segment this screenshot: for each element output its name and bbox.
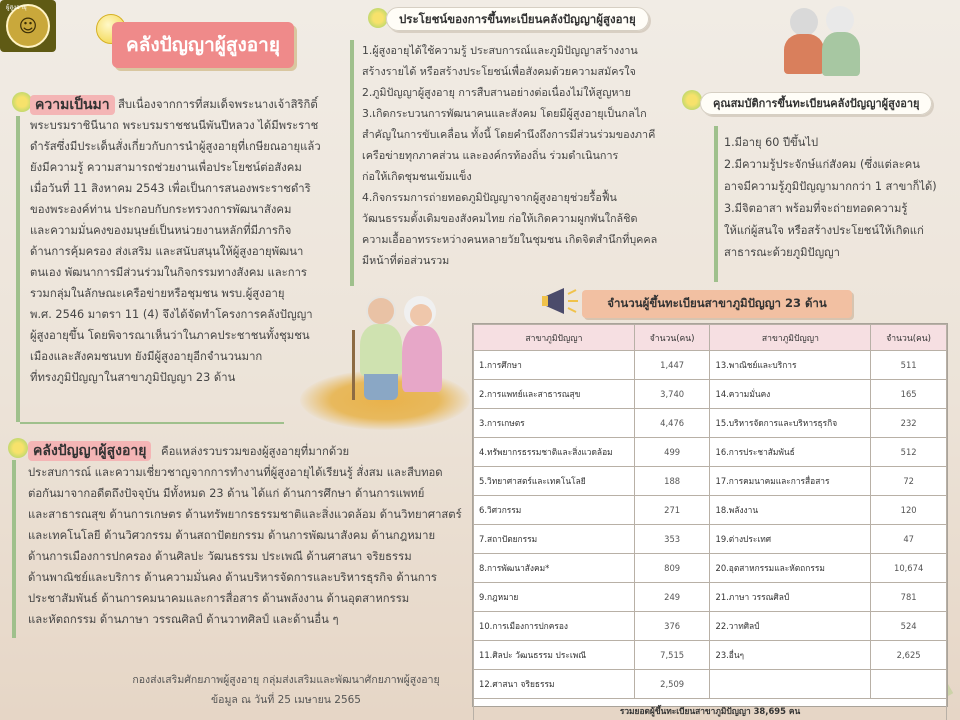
qualifications-line: 2.มีความรู้ประจักษ์แก่สังคม (ซึ่งแต่ละคน: [724, 158, 920, 171]
qualifications-line: ให้แก่ผู้สนใจ หรือสร้างประโยชน์ให้เกิดแก่: [724, 224, 924, 237]
definition-line: และสาธารณสุข ด้านการเกษตร ด้านทรัพยากรธรรมชาติและสิ่งแวดล้อม ด้านวิทยาศาสตร์: [28, 508, 462, 521]
branch-name: 14.ความมั่นคง: [710, 380, 871, 409]
table-row: [474, 583, 947, 612]
table-header-row: [474, 325, 947, 351]
branch-count: 809: [634, 554, 710, 583]
divider: [350, 40, 354, 286]
branch-name: 9.กฎหมาย: [474, 583, 635, 612]
branch-name: 7.สถาปัตยกรรม: [474, 525, 635, 554]
definition-line: ด้านการเมืองการปกครอง ด้านศิลปะ วัฒนธรรม ประเพณี ด้านศาสนา จริยธรรม: [28, 550, 412, 563]
branch-name: 13.พาณิชย์และบริการ: [710, 351, 871, 380]
branch-name: 6.วิศวกรรม: [474, 496, 635, 525]
benefits-header: [386, 8, 649, 29]
column-header-branch: สาขาภูมิปัญญา: [710, 325, 871, 351]
flower-icon: [8, 438, 28, 458]
benefits-line: มีหน้าที่ต่อส่วนรวม: [362, 254, 450, 267]
definition-line: และเทคโนโลยี ด้านวิศวกรรม ด้านสถาปัตยกรรม ด้านการพัฒนาสังคม ด้านกฎหมาย: [28, 529, 436, 542]
branch-count: 188: [634, 467, 710, 496]
benefits-line: 4.กิจกรรมการถ่ายทอดภูมิปัญญาจากผู้สูงอายุช่วยรื้อฟื้น: [362, 191, 617, 204]
elderly-man-legs: [364, 374, 398, 400]
footer-organization: กองส่งเสริมศักยภาพผู้สูงอายุ กลุ่มส่งเสริมและพัฒนาศักยภาพผู้สูงอายุ: [132, 674, 440, 686]
elderly-man-body: [360, 324, 402, 376]
branch-count: 376: [634, 612, 710, 641]
benefits-line: 3.เกิดกระบวนการพัฒนาคนและสังคม โดยมีผู้สูงอายุเป็นกลไก: [362, 107, 647, 120]
branch-count: 72: [871, 467, 947, 496]
branch-count: 47: [871, 525, 947, 554]
walking-cane: [352, 330, 355, 400]
table-row: [474, 525, 947, 554]
flower-icon: [12, 92, 32, 112]
column-header-count: จำนวน(คน): [871, 325, 947, 351]
elderly-woman-head: [410, 304, 432, 326]
branch-count: 499: [634, 438, 710, 467]
importance-line: พระบรมราชินีนาถ พระบรมราชชนนีพันปีหลวง ได้มีพระราช: [30, 119, 319, 132]
branch-count: 232: [871, 409, 947, 438]
table-row: [474, 612, 947, 641]
benefits-line: ก่อให้เกิดชุมชนเข้มแข็ง: [362, 170, 472, 183]
importance-line: ดำรัสซึ่งมีประเด็นสั่งเกี่ยวกับการนำผู้สูงอายุที่เกษียณอายุแล้ว: [30, 140, 321, 153]
branch-count: 2,509: [634, 670, 710, 699]
benefits-line: เครือข่ายทุกภาคส่วน และองค์กรท้องถิ่น ร่วมดำเนินการ: [362, 149, 619, 162]
branch-name: 10.การเมืองการปกครอง: [474, 612, 635, 641]
logo-text: ผู้สูงอายุ: [6, 4, 27, 11]
importance-line: เมื่อวันที่ 11 สิงหาคม 2543 เพื่อเป็นการสนองพระราชดำริ: [30, 182, 311, 195]
branch-count: 165: [871, 380, 947, 409]
table-row: [474, 409, 947, 438]
branch-name: 22.วาทศิลป์: [710, 612, 871, 641]
importance-line: ด้านการคุ้มครอง ส่งเสริม และสนับสนุนให้ผู้สูงอายุพัฒนา: [30, 245, 304, 258]
importance-line: ผู้สูงอายุขึ้น โดยพิจารณาเห็นว่าในภาคประชาชนทั้งชุมชน: [30, 329, 310, 342]
footer-date: ข้อมูล ณ วันที่ 25 เมษายน 2565: [210, 694, 361, 706]
table-row: [474, 438, 947, 467]
benefits-line: 2.ภูมิปัญญาผู้สูงอายุ การสืบสานอย่างต่อเนื่องไม่ให้สูญหาย: [362, 86, 631, 99]
qualifications-text: [724, 132, 950, 264]
importance-line: รวมกลุ่มในลักษณะเครือข่ายหรือชุมชน พรบ.ผู้สูงอายุ: [30, 287, 285, 300]
importance-line: ที่ทรงภูมิปัญญาในสาขาภูมิปัญญา 23 ด้าน: [30, 371, 236, 384]
benefits-line: ความเอื้ออาทรระหว่างคนหลายวัยในชุมชน เกิดจิตสำนึกที่บุคคล: [362, 233, 658, 246]
importance-line: ยังมีความรู้ ความสามารถช่วยงานเพื่อประโยชน์ต่อสังคม: [30, 161, 302, 174]
branch-name: 4.ทรัพยากรธรรมชาติและสิ่งแวดล้อม: [474, 438, 635, 467]
footer: [96, 670, 476, 710]
importance-line: ตนเอง พัฒนาการมีส่วนร่วมในกิจกรรมทางสังคม และการ: [30, 266, 307, 279]
branch-name: 5.วิทยาศาสตร์และเทคโนโลยี: [474, 467, 635, 496]
qualifications-heading: คุณสมบัติการขึ้นทะเบียนคลังปัญญาผู้สูงอายุ: [700, 92, 932, 115]
branch-count: 1,447: [634, 351, 710, 380]
branch-name: 11.ศิลปะ วัฒนธรรม ประเพณี: [474, 641, 635, 670]
branch-name: 8.การพัฒนาสังคม*: [474, 554, 635, 583]
branch-count: 271: [634, 496, 710, 525]
divider: [16, 116, 20, 422]
importance-line: พ.ศ. 2546 มาตรา 11 (4) จึงได้จัดทำโครงการคลังปัญญา: [30, 308, 313, 321]
branch-count: 10,674: [871, 554, 947, 583]
branch-name: [710, 670, 871, 699]
benefits-line: สร้างรายได้ หรือสร้างประโยชน์เพื่อสังคมด้วยความสมัครใจ: [362, 65, 636, 78]
elderly-man-head: [366, 296, 396, 326]
definition-line: ประชาสัมพันธ์ ด้านการคมนาคมและการสื่อสาร ด้านพลังงาน ด้านอุตสาหกรรม: [28, 592, 410, 605]
table-row: [474, 496, 947, 525]
branch-count: 3,740: [634, 380, 710, 409]
branch-name: 23.อื่นๆ: [710, 641, 871, 670]
branch-name: 1.การศึกษา: [474, 351, 635, 380]
definition-heading: คลังปัญญาผู้สูงอายุ: [28, 441, 151, 461]
branch-count: [871, 670, 947, 699]
elderly-man-body: [784, 34, 824, 74]
organization-logo: [0, 0, 56, 52]
branch-count: 511: [871, 351, 947, 380]
branch-name: 16.การประชาสัมพันธ์: [710, 438, 871, 467]
branch-name: 17.การคมนาคมและการสื่อสาร: [710, 467, 871, 496]
benefits-line: สำคัญในการขับเคลื่อน ทั้งนี้ โดยคำนึงถึงการมีส่วนร่วมของภาคี: [362, 128, 656, 141]
registration-table: [472, 323, 948, 716]
table-row: [474, 380, 947, 409]
flower-icon: [368, 8, 388, 28]
branch-name: 3.การเกษตร: [474, 409, 635, 438]
table-row: [474, 554, 947, 583]
branch-count: 781: [871, 583, 947, 612]
definition-text: [28, 441, 463, 630]
importance-line: และความมั่นคงของมนุษย์เป็นหน่วยงานหลักที่มีภารกิจ: [30, 224, 292, 237]
page-title-box: [112, 22, 294, 68]
elderly-woman-head: [826, 6, 854, 34]
logo-emblem: ☺: [6, 4, 50, 48]
benefits-line: วัฒนธรรมดั้งเดิมของสังคมไทย ก่อให้เกิดความผูกพันใกล้ชิด: [362, 212, 638, 225]
qualifications-line: อาจมีความรู้ภูมิปัญญามากกว่า 1 สาขาก็ได้): [724, 180, 937, 193]
divider: [20, 422, 284, 424]
elderly-man-head: [790, 8, 818, 36]
column-header-count: จำนวน(คน): [634, 325, 710, 351]
definition-line: และหัตถกรรม ด้านภาษา วรรณศิลป์ ด้านวาทศิลป์ และด้านอื่น ๆ: [28, 613, 339, 626]
table-row: [474, 641, 947, 670]
table-row: [474, 670, 947, 699]
table-total-row: [474, 699, 947, 720]
table-row: [474, 351, 947, 380]
divider: [12, 460, 16, 638]
definition-line: ต่อกันมาจากอดีตถึงปัจจุบัน มีทั้งหมด 23 ด้าน ได้แก่ ด้านการศึกษา ด้านการแพทย์: [28, 487, 425, 500]
importance-line: เมืองและสังคมชนบท ยังมีผู้สูงอายุอีกจำนวนมาก: [30, 350, 263, 363]
qualifications-line: 3.มีจิตอาสา พร้อมที่จะถ่ายทอดความรู้: [724, 202, 908, 215]
table-heading: จำนวนผู้ขึ้นทะเบียนสาขาภูมิปัญญา 23 ด้าน: [607, 296, 827, 310]
branch-count: 2,625: [871, 641, 947, 670]
table-heading-box: [582, 290, 852, 318]
branch-count: 249: [634, 583, 710, 612]
qualifications-header: [700, 92, 932, 112]
benefits-text: [362, 40, 682, 271]
importance-text: [30, 94, 348, 388]
column-header-branch: สาขาภูมิปัญญา: [474, 325, 635, 351]
elderly-woman-body: [402, 326, 442, 392]
branch-name: 18.พลังงาน: [710, 496, 871, 525]
branch-count: 120: [871, 496, 947, 525]
importance-line: สืบเนื่องจากการที่สมเด็จพระนางเจ้าสิริกิติ์: [118, 98, 318, 111]
megaphone-icon: [540, 286, 580, 316]
divider: [714, 126, 718, 282]
page-title: คลังปัญญาผู้สูงอายุ: [126, 34, 280, 56]
importance-heading: ความเป็นมา: [30, 95, 115, 115]
benefits-line: 1.ผู้สูงอายุได้ใช้ความรู้ ประสบการณ์และภูมิปัญญาสร้างงาน: [362, 44, 638, 57]
table-total: รวมยอดผู้ขึ้นทะเบียนสาขาภูมิปัญญา 38,695 คน: [474, 699, 947, 720]
qualifications-line: สาธารณะด้วยภูมิปัญญา: [724, 246, 840, 259]
branch-count: 512: [871, 438, 947, 467]
branch-name: 21.ภาษา วรรณศิลป์: [710, 583, 871, 612]
definition-line: ประสบการณ์ และความเชี่ยวชาญจากการทำงานที่ผู้สูงอายุได้เรียนรู้ สั่งสม และสืบทอด: [28, 466, 443, 479]
elderly-woman-body: [822, 32, 860, 76]
table-row: [474, 467, 947, 496]
branch-name: 19.ต่างประเทศ: [710, 525, 871, 554]
branch-name: 15.บริหารจัดการและบริหารธุรกิจ: [710, 409, 871, 438]
branch-count: 4,476: [634, 409, 710, 438]
branch-count: 353: [634, 525, 710, 554]
branch-name: 20.อุตสาหกรรมและหัตถกรรม: [710, 554, 871, 583]
definition-line: ด้านพาณิชย์และบริการ ด้านความมั่นคง ด้านบริหารจัดการและบริหารธุรกิจ ด้านการ: [28, 571, 437, 584]
branch-count: 524: [871, 612, 947, 641]
qualifications-line: 1.มีอายุ 60 ปีขึ้นไป: [724, 136, 819, 149]
branch-name: 12.ศาสนา จริยธรรม: [474, 670, 635, 699]
flower-icon: [682, 90, 702, 110]
branch-count: 7,515: [634, 641, 710, 670]
definition-line: คือแหล่งรวบรวมของผู้สูงอายุที่มากด้วย: [161, 445, 350, 458]
benefits-heading: ประโยชน์ของการขึ้นทะเบียนคลังปัญญาผู้สูงอายุ: [386, 7, 649, 31]
importance-line: ของพระองค์ท่าน ประกอบกับกระทรวงการพัฒนาสังคม: [30, 203, 292, 216]
branch-name: 2.การแพทย์และสาธารณสุข: [474, 380, 635, 409]
